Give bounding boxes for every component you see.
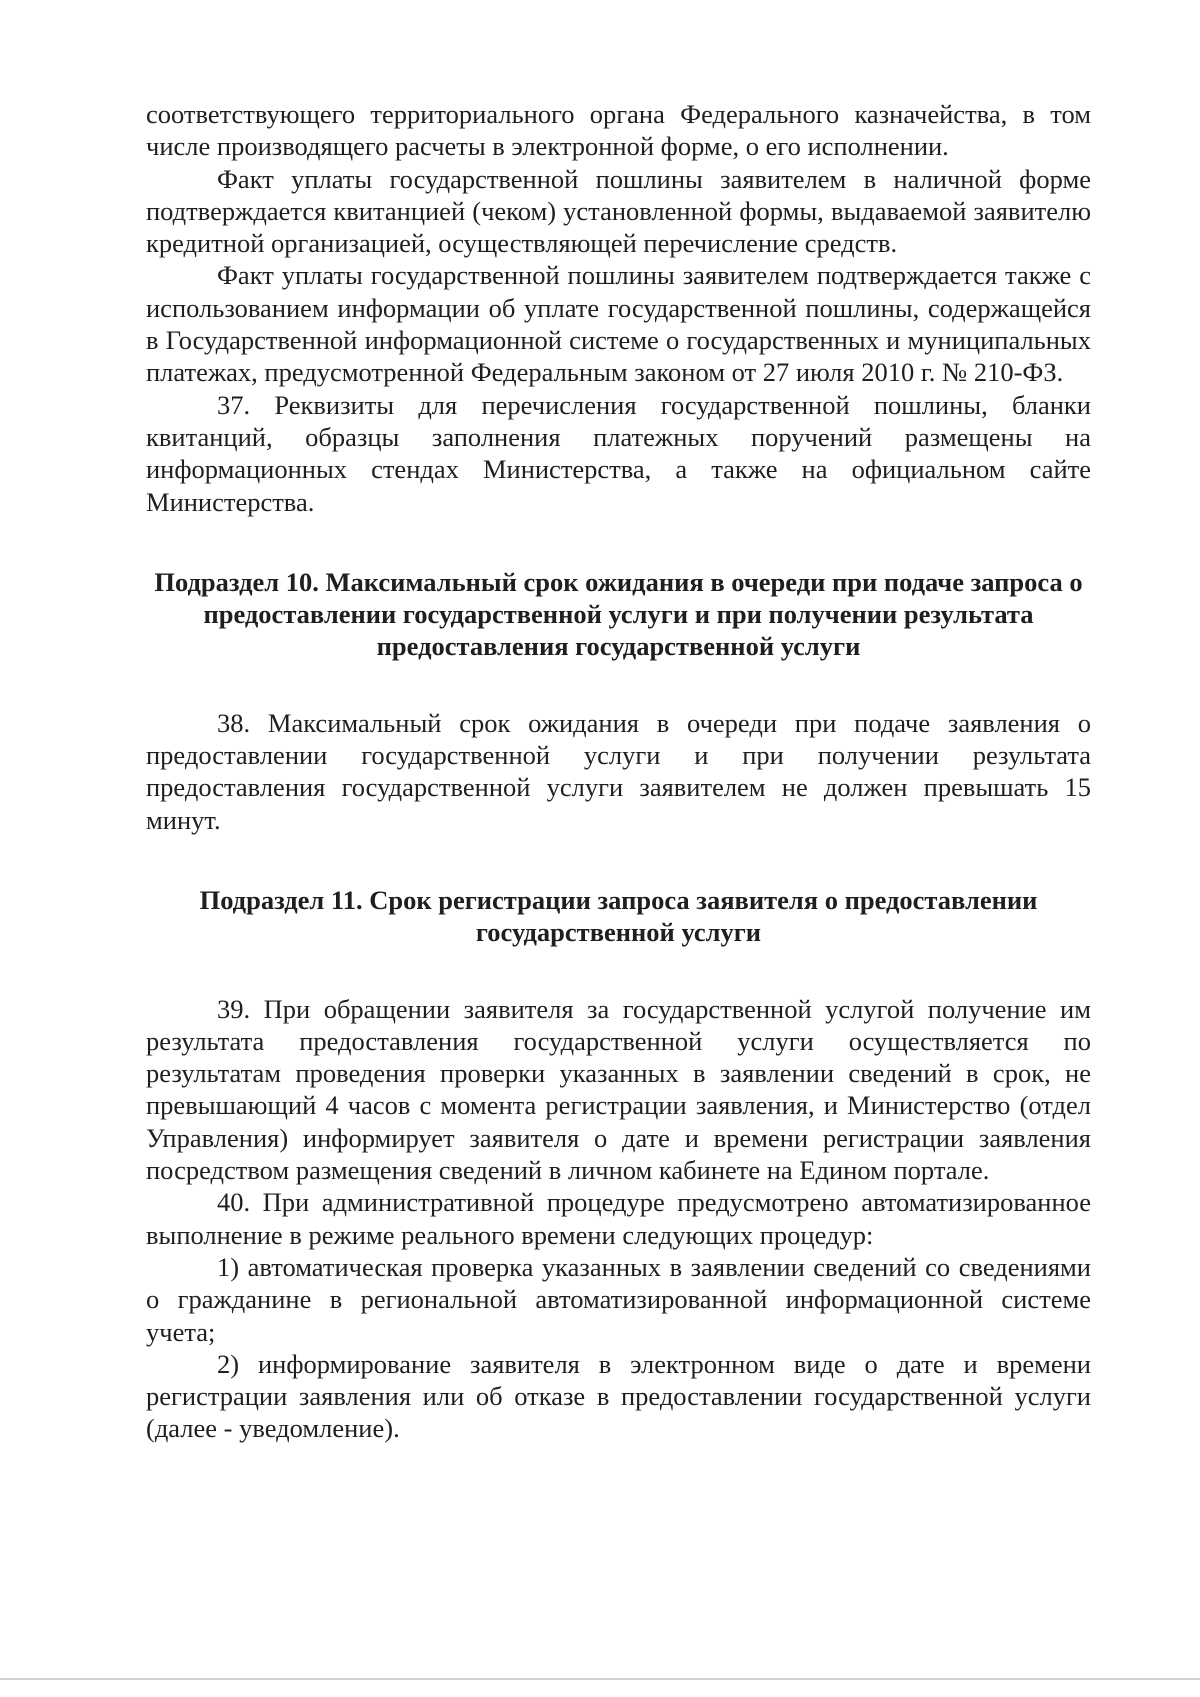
paragraph-39: 39. При обращении заявителя за государственной услугой получение им результата предоставления государственной услуги осуществляется по результатам проведения проверки указанных в заявлении сведений в срок, не превышающий 4 часов с момента регистрации заявления, и Министерство (отдел Управления) информирует заявителя о дате и времени регистрации заявления посредством размещения сведений в личном кабинете на Едином портале. bbox=[146, 993, 1091, 1186]
document-body bbox=[146, 98, 1091, 1445]
list-item-1: 1) автоматическая проверка указанных в заявлении сведений со сведениями о гражданине в региональной автоматизированной информационной системе учета; bbox=[146, 1251, 1091, 1347]
paragraph-38: 38. Максимальный срок ожидания в очереди при подаче заявления о предоставлении государственной услуги и при получении результата предоставления государственной услуги заявителем не должен превышать 15 минут. bbox=[146, 707, 1091, 835]
section-heading-10: Подраздел 10. Максимальный срок ожидания в очереди при подаче запроса о предоставлении государственной услуги и при получении результата предоставления государственной услуги bbox=[154, 566, 1083, 662]
paragraph-cash-payment: Факт уплаты государственной пошлины заявителем в наличной форме подтверждается квитанцией (чеком) установленной формы, выдаваемой заявителю кредитной организацией, осуществляющей перечисление средств. bbox=[146, 163, 1091, 259]
section-heading-11: Подраздел 11. Срок регистрации запроса заявителя о предоставлении государственной услуги bbox=[199, 884, 1038, 948]
paragraph-40: 40. При административной процедуре предусмотрено автоматизированное выполнение в режиме реального времени следующих процедур: bbox=[146, 1187, 1091, 1250]
paragraph-gis-payment: Факт уплаты государственной пошлины заявителем подтверждается также с использованием информации об уплате государственной пошлины, содержащейся в Государственной информационной системе о государственных и муниципальных платежах, предусмотренной Федеральным законом от 27 июля 2010 г. № 210-ФЗ. bbox=[146, 260, 1091, 388]
paragraph-37: 37. Реквизиты для перечисления государственной пошлины, бланки квитанций, образцы заполнения платежных поручений размещены на информационных стендах Министерства, а также на официальном сайте Министерства. bbox=[146, 389, 1091, 517]
page-bottom-edge bbox=[0, 1678, 1200, 1680]
paragraph-continuation: соответствующего территориального органа Федерального казначейства, в том числе производящего расчеты в электронной форме, о его исполнении. bbox=[146, 99, 1091, 162]
list-item-2: 2) информирование заявителя в электронном виде о дате и времени регистрации заявления или об отказе в предоставлении государственной услуги (далее - уведомление). bbox=[146, 1348, 1091, 1444]
